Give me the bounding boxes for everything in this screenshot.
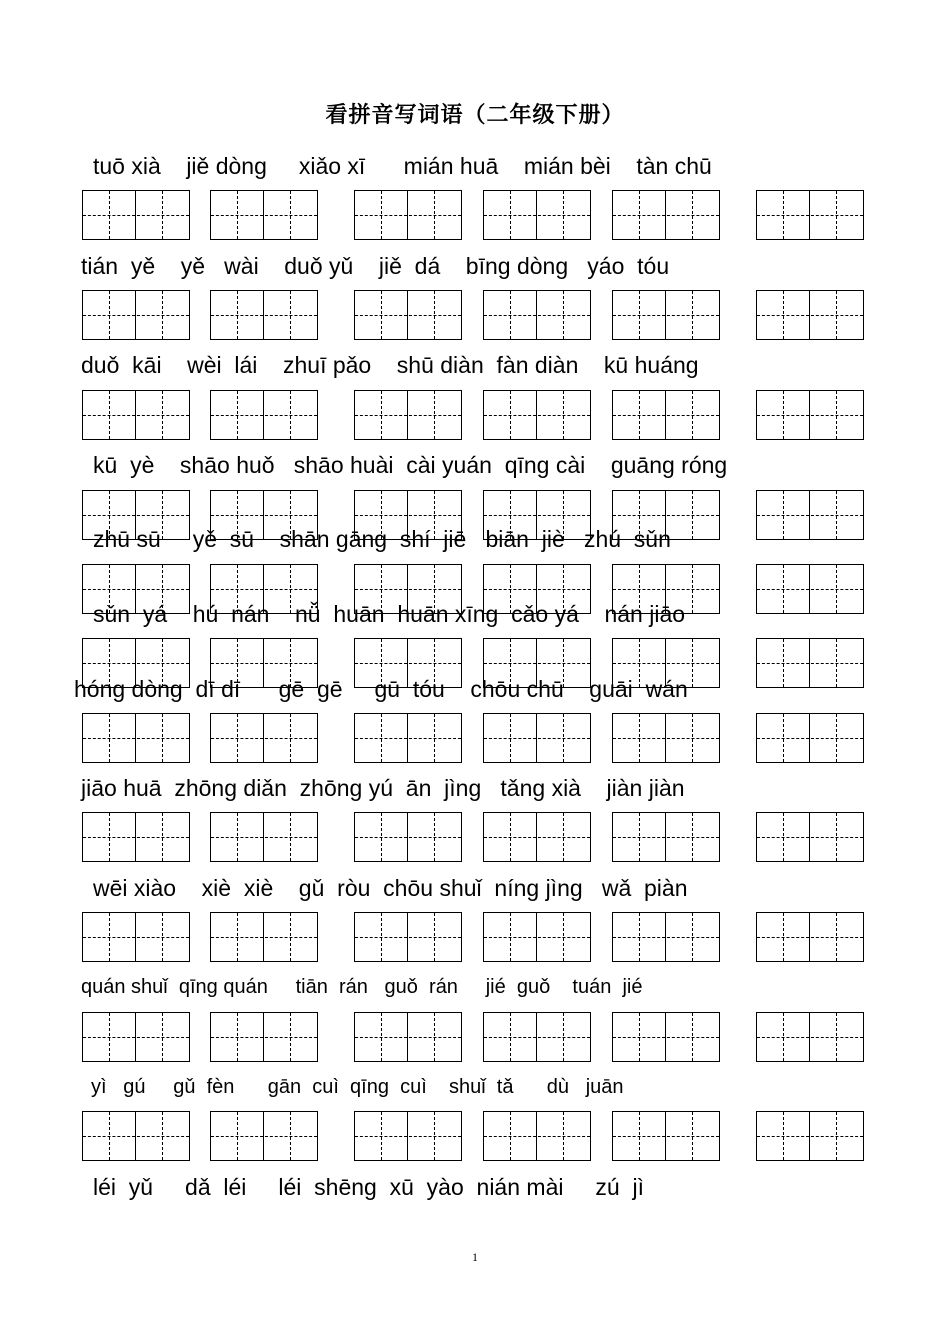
writing-grid-box xyxy=(354,390,462,440)
writing-grid-box xyxy=(756,638,864,688)
writing-grid-box xyxy=(82,912,190,962)
writing-grid-box xyxy=(210,912,318,962)
writing-grid-box xyxy=(756,912,864,962)
writing-grid-box xyxy=(210,638,318,688)
writing-grid-box xyxy=(756,190,864,240)
writing-grid-box xyxy=(82,290,190,340)
writing-grid-box xyxy=(82,1111,190,1161)
writing-grid-box xyxy=(210,190,318,240)
writing-grid-box xyxy=(483,912,591,962)
pinyin-line: tián yě yě wài duǒ yǔ jiě dá bīng dòng yáo tóu xyxy=(81,253,670,279)
writing-grid-box xyxy=(82,390,190,440)
writing-grid-box xyxy=(82,713,190,763)
writing-grid-box xyxy=(612,812,720,862)
writing-grid-box xyxy=(354,290,462,340)
pinyin-line: léi yǔ dǎ léi léi shēng xū yào nián mài zú jì xyxy=(93,1174,644,1200)
writing-grid-box xyxy=(354,1012,462,1062)
pinyin-line: jiāo huā zhōng diǎn zhōng yú ān jìng tǎng xià jiàn jiàn xyxy=(81,775,685,801)
writing-grid-box xyxy=(756,390,864,440)
worksheet-title: 看拼音写词语（二年级下册） xyxy=(325,103,625,128)
writing-grid-box xyxy=(82,490,190,540)
page-number: 1 xyxy=(472,1250,478,1264)
writing-grid-box xyxy=(354,713,462,763)
writing-grid-box xyxy=(354,1111,462,1161)
writing-grid-box xyxy=(210,490,318,540)
writing-grid-box xyxy=(756,490,864,540)
writing-grid-box xyxy=(354,490,462,540)
writing-grid-box xyxy=(483,713,591,763)
writing-grid-box xyxy=(756,564,864,614)
pinyin-line: tuō xià jiě dòng xiǎo xī mián huā mián bèi tàn chū xyxy=(93,153,712,179)
writing-grid-box xyxy=(82,1012,190,1062)
writing-grid-box xyxy=(612,912,720,962)
writing-grid-box xyxy=(756,812,864,862)
writing-grid-box xyxy=(612,190,720,240)
writing-grid-box xyxy=(210,812,318,862)
writing-grid-box xyxy=(612,564,720,614)
writing-grid-box xyxy=(612,490,720,540)
writing-grid-box xyxy=(210,564,318,614)
pinyin-line: zhū sū yě sū shān gāng shí jiē biān jiè zhú sǔn xyxy=(93,526,671,552)
pinyin-line: kū yè shāo huǒ shāo huài cài yuán qīng cài guāng róng xyxy=(93,452,728,478)
writing-grid-box xyxy=(612,390,720,440)
writing-grid-box xyxy=(483,812,591,862)
writing-grid-box xyxy=(82,564,190,614)
writing-grid-box xyxy=(82,638,190,688)
writing-grid-box xyxy=(483,390,591,440)
writing-grid-box xyxy=(354,912,462,962)
writing-grid-box xyxy=(612,1111,720,1161)
writing-grid-box xyxy=(756,713,864,763)
writing-grid-box xyxy=(612,1012,720,1062)
writing-grid-box xyxy=(210,390,318,440)
pinyin-line: yì gú gǔ fèn gān cuì qīng cuì shuǐ tǎ dù juān xyxy=(91,1076,624,1098)
writing-grid-box xyxy=(210,1111,318,1161)
writing-grid-box xyxy=(483,490,591,540)
writing-grid-box xyxy=(612,290,720,340)
writing-grid-box xyxy=(612,638,720,688)
writing-grid-box xyxy=(483,1111,591,1161)
pinyin-line: quán shuǐ qīng quán tiān rán guǒ rán jié guǒ tuán jié xyxy=(81,976,643,998)
writing-grid-box xyxy=(756,290,864,340)
writing-grid-box xyxy=(354,190,462,240)
writing-grid-box xyxy=(82,812,190,862)
writing-grid-box xyxy=(483,564,591,614)
writing-grid-box xyxy=(210,290,318,340)
writing-grid-box xyxy=(483,1012,591,1062)
pinyin-line: hóng dòng dī dī gē gē gū tóu chōu chū guāi wán xyxy=(74,676,688,702)
writing-grid-box xyxy=(210,1012,318,1062)
writing-grid-box xyxy=(483,290,591,340)
writing-grid-box xyxy=(612,713,720,763)
writing-grid-box xyxy=(82,190,190,240)
writing-grid-box xyxy=(483,638,591,688)
writing-grid-box xyxy=(483,190,591,240)
pinyin-line: duǒ kāi wèi lái zhuī pǎo shū diàn fàn diàn kū huáng xyxy=(81,352,699,378)
writing-grid-box xyxy=(354,812,462,862)
writing-grid-box xyxy=(756,1111,864,1161)
writing-grid-box xyxy=(354,564,462,614)
pinyin-line: wēi xiào xiè xiè gǔ ròu chōu shuǐ níng jìng wǎ piàn xyxy=(93,875,688,901)
writing-grid-box xyxy=(354,638,462,688)
writing-grid-box xyxy=(210,713,318,763)
pinyin-line: sǔn yá hú nán nǚ huān huān xīng cǎo yá nán jiāo xyxy=(93,601,686,627)
writing-grid-box xyxy=(756,1012,864,1062)
